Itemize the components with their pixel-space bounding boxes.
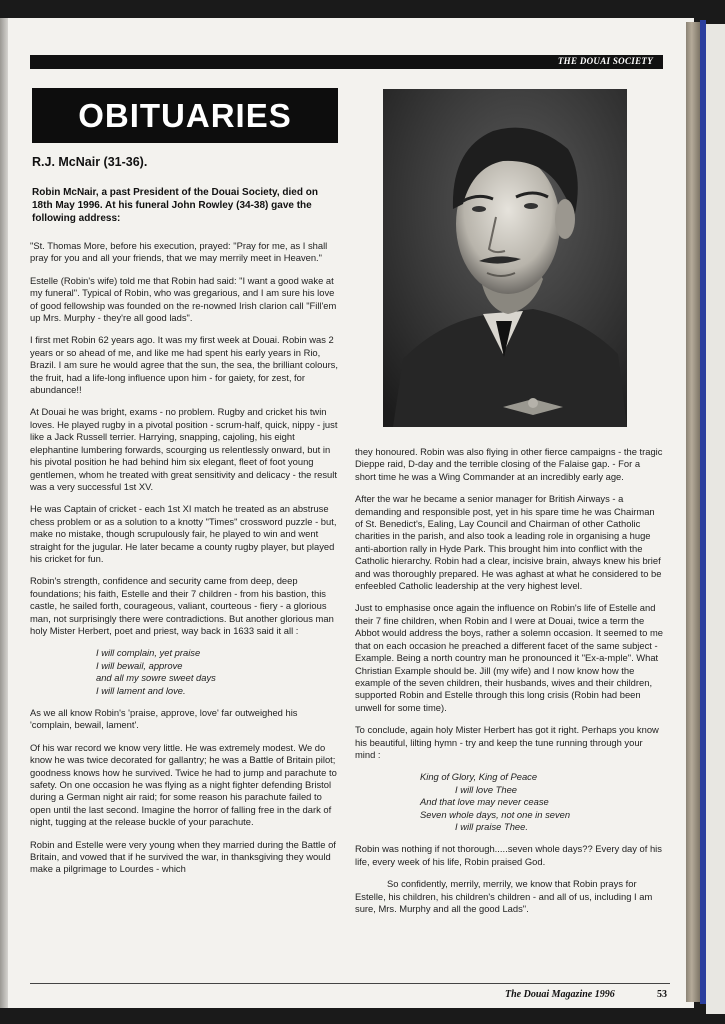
column-right — [355, 446, 663, 925]
paragraph: After the war he became a senior manager for British Airways - a demanding and responsible post, yet in his spare time he was Chairman of St. Benedict's, Ealing, Lay Council and Chairman of other Catholic charities in the parish, and also took a leading role in organising a huge anti-abortion rally in Hyde Park. This brought him into conflict with the Catholic hierarchy. Robin had a clear, incisive brain, always knew his brief and was thoroughly prepared. He was aghast at what he considered to be enfeebled Catholic leadership at the very highest level. — [355, 493, 662, 592]
obituary-lead: Robin McNair, a past President of the Douai Society, died on 18th May 1996. At his funeral John Rowley (34-38) gave the following address: — [32, 187, 318, 224]
title-box — [32, 88, 338, 143]
paragraph: As we all know Robin's 'praise, approve, love' far outweighed his 'complain, bewail, lament'. — [30, 707, 298, 731]
poem-line: I will love Thee — [455, 783, 518, 795]
paragraph: Estelle (Robin's wife) told me that Robin had said: "I want a good wake at my funeral". Typical of Robin, who was gregarious, and I am sure his love of good fellowship was founded on the re-nowned Irish clarion call "Fill'em up Mrs. Murphy - they're all good lads". — [30, 274, 337, 324]
paragraph: So confidently, merrily, merrily, we know that Robin prays for Estelle, his children, his children's children - and all of us, including I am sure, Mrs. Murphy and all the good Lads". — [355, 878, 653, 914]
page-stack-edge — [686, 22, 700, 1002]
footer-magazine: The Douai Magazine 1996 — [505, 989, 615, 1000]
paragraph: they honoured. Robin was also flying in other fierce campaigns - the tragic Dieppe raid, D-day and the terrible closing of the Falaise gap. - For a short time he was a Wing Commander at an incredibly early age. — [355, 446, 663, 482]
paragraph: Just to emphasise once again the influence on Robin's life of Estelle and their 7 fine children, when Robin and I were at Douai, twice a term the Abbot would address the boys, rather a solemn occasion. It seemed to me that on each occasion he preached a different facet of the same subject - Example. Being a north country man he pronounced it "Ex-a-mple". What Christian Example should be. Jill (my wife) and I now know how the example of the seven children, their husbands, wives and their children, supported Robin and Estelle through this long crisis (Robin had been unwell for some time). — [355, 602, 663, 713]
paragraph: To conclude, again holy Mister Herbert has got it right. Perhaps you know his beautiful, lilting hymn - try and keep the tune running through your mind : — [355, 724, 659, 760]
page-title: OBITUARIES — [78, 96, 292, 134]
portrait-photo — [383, 89, 627, 427]
poem-line: I will lament and love. — [96, 684, 186, 696]
poem-line: And that love may never cease — [420, 796, 549, 808]
poem-herbert-1 — [30, 647, 338, 697]
poem-line: I will bewail, approve — [96, 659, 183, 671]
paragraph: Robin and Estelle were very young when they married during the Battle of Britain, and vowed that if he survived the war, in thanksgiving they would make a pilgrimage to Lourdes - which — [30, 838, 336, 875]
portrait-image — [383, 89, 627, 427]
society-label: THE DOUAI SOCIETY — [557, 56, 653, 66]
obituary-name: R.J. McNair (31-36). — [32, 155, 148, 169]
footer-rule — [30, 983, 670, 984]
paragraph: Robin was nothing if not thorough.....seven whole days?? Every day of his life, every week of his life, Robin praised God. — [355, 843, 662, 867]
column-left — [30, 240, 338, 886]
paragraph: At Douai he was bright, exams - no problem. Rugby and cricket his twin loves. He played rugby in a pivotal position - scrum-half, quick, nippy - just like a Jack Russell terrier. Harrying, snapping, cajoling, his eight elephantine lumbering forwards, scourging us relentlessly onward, but in his pivotal position he had behind him six elegant, fleet of foot young gentlemen, whom he treated with great sensitivity and delicacy - the result was a very successful 1st XV. — [30, 406, 338, 492]
poem-line: and all my sowre sweet days — [96, 672, 216, 684]
next-page-edge — [706, 24, 725, 1014]
poem-line: I will complain, yet praise — [96, 647, 201, 659]
poem-line: Seven whole days, not one in seven — [420, 808, 571, 820]
poem-herbert-2 — [355, 771, 663, 833]
header-bar — [30, 55, 663, 69]
poem-line: King of Glory, King of Peace — [420, 771, 538, 783]
paragraph: He was Captain of cricket - each 1st XI match he treated as an abstruse chess problem or as a solution to a knotty "Times" crossword puzzle - but, make no mistake, though scrupulously fair, he played to win and went straight for the jugular. He later became a county rugby player, but played his cricket for fun. — [30, 503, 337, 564]
paragraph: Robin's strength, confidence and security came from deep, deep foundations; his faith, Estelle and their 7 children - from his bastion, this castle, he sailed forth, courageous, valiant, courteous - fiery - a glorious man, not surprisingly there were contradictions. But another glorious man holy Mister Herbert, poet and priest, way back in 1633 said it all : — [30, 575, 334, 636]
paragraph: Of his war record we know very little. He was extremely modest. We do know he was twice decorated for gallantry; he was a Battle of Britain pilot; goodness knows how he survived. Twice he had to jump and parachute to safety. On one occasion he was flying as a night fighter defending Bristol during a German night air raid; for some reason his parachute failed to open until the last second. Imagine the horror of falling free in the dark of night, tugging at the release buckle of your parachute. — [30, 741, 337, 828]
paragraph: "St. Thomas More, before his execution, prayed: "Pray for me, as I shall pray for you and all your friends, that we may merrily meet in Heaven." — [30, 240, 328, 264]
poem-line: I will praise Thee. — [455, 820, 528, 832]
page-number: 53 — [657, 989, 667, 1000]
paragraph: I first met Robin 62 years ago. It was my first week at Douai. Robin was 2 years or so ahead of me, and like me had spent his early years in Rio, Brazil. I am sure he would agree that the sun, the sea, the brilliant colours, the fruit, had a life-long influence upon him - for gaiety, for zest, for abundance!! — [30, 334, 338, 396]
